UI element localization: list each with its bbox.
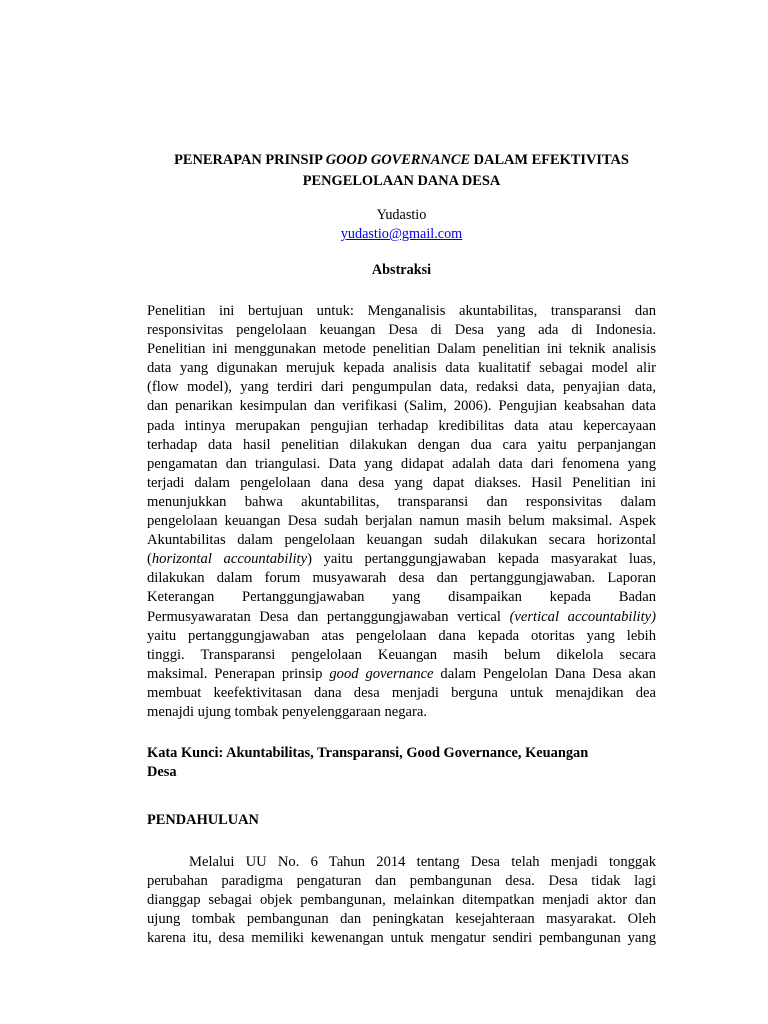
paragraph-line: Melalui UU No. 6 Tahun 2014 tentang Desa telah menjadi tonggak <box>189 854 656 871</box>
abstract-line: (horizontal accountability) yaitu pertanggungjawaban kepada masyarakat luas, <box>147 551 656 568</box>
abstract-line: Penelitian ini menggunakan metode penelitian Dalam penelitian ini teknik analisis <box>147 341 656 358</box>
abstract-line: terjadi dalam pengelolaan dana desa yang dapat diakses. Hasil Penelitian ini <box>147 474 656 491</box>
abstract-line: yaitu pertanggungjawaban atas pengelolaan dana kepada otoritas yang lebih <box>147 627 656 644</box>
abstract-line: maksimal. Penerapan prinsip good governance dalam Pengelolan Dana Desa akan <box>147 665 656 682</box>
paragraph-line: karena itu, desa memiliki kewenangan untuk mengatur sendiri pembangunan yang <box>147 930 656 947</box>
keywords-line: Kata Kunci: Akuntabilitas, Transparansi, Good Governance, Keuangan <box>147 745 589 762</box>
title-line-2: PENGELOLAAN DANA DESA <box>302 173 501 189</box>
abstract-line: Akuntabilitas dalam pengelolaan keuangan sudah dilakukan secara horizontal <box>147 532 656 549</box>
abstract-italic-term: (vertical accountability) <box>509 608 656 625</box>
abstract-line: tinggi. Transparansi pengelolaan Keuangan masih belum dikelola secara <box>147 646 656 663</box>
title-italic-term: GOOD GOVERNANCE <box>325 152 471 168</box>
keywords-line: Desa <box>147 764 177 781</box>
abstract-line: pengamatan dan triangulasi. Data yang didapat adalah data dari fenomena yang <box>147 455 656 472</box>
section-heading-introduction: PENDAHULUAN <box>147 812 259 829</box>
paper-title <box>147 150 656 192</box>
document-page <box>147 150 656 949</box>
abstract-italic-term: good governance <box>329 665 434 682</box>
abstract-line: dan penarikan kesimpulan dan verifikasi (Salim, 2006). Pengujian keabsahan data <box>147 398 656 415</box>
abstract-line: pada intinya merupakan pengujian terhadap kredibilitas data atau kepercayaan <box>147 417 656 434</box>
abstract-line: Keterangan Pertanggungjawaban yang disampaikan kepada Badan <box>147 589 656 606</box>
abstract-italic-term: horizontal accountability <box>151 551 308 568</box>
abstract-line: data yang digunakan merujuk kepada analisis data kualitatif sebagai model alir <box>147 360 656 377</box>
abstract-line: responsivitas pengelolaan keuangan Desa di Desa yang ada di Indonesia. <box>147 322 656 339</box>
introduction-body <box>147 853 656 948</box>
author-email-link[interactable]: yudastio@gmail.com <box>340 226 463 242</box>
keywords-block <box>147 744 656 782</box>
abstract-line: membuat keefektivitasan dana desa menjadi berguna untuk menajdikan dea <box>147 684 656 701</box>
abstract-line: Permusyawaratan Desa dan pertanggungjawaban vertical (vertical accountability) <box>147 608 656 625</box>
title-line-1: PENERAPAN PRINSIP GOOD GOVERNANCE DALAM EFEKTIVITAS <box>174 152 629 168</box>
author-name: Yudastio <box>376 207 427 223</box>
abstract-body <box>147 302 656 722</box>
abstract-line: dilakukan dalam forum musyawarah desa dan pertanggungjawaban. Laporan <box>147 570 656 587</box>
abstract-heading: Abstraksi <box>371 262 432 278</box>
paragraph-line: dianggap sebagai objek pembangunan, melainkan ditempatkan menjadi aktor dan <box>147 892 656 909</box>
abstract-line: terhadap data hasil penelitian dilakukan dengan dua cara yaitu perpanjangan <box>147 436 656 453</box>
abstract-line: pengelolaan keuangan Desa sudah berjalan namun masih belum maksimal. Aspek <box>147 513 656 530</box>
paragraph-line: ujung tombak pembangunan dan peningkatan kesejahteraan masyarakat. Oleh <box>147 911 656 928</box>
paragraph-line: perubahan paradigma pengaturan dan pembangunan desa. Desa tidak lagi <box>147 873 656 890</box>
abstract-line: Penelitian ini bertujuan untuk: Menganalisis akuntabilitas, transparansi dan <box>147 303 656 319</box>
abstract-line: (flow model), yang terdiri dari pengumpulan data, redaksi data, penyajian data, <box>147 379 656 396</box>
abstract-line: menunjukkan bahwa akuntabilitas, transparansi dan responsivitas dalam <box>147 493 656 510</box>
abstract-line: menajdi ujung tombak penyelenggaraan negara. <box>147 703 428 720</box>
author-block <box>147 206 656 244</box>
